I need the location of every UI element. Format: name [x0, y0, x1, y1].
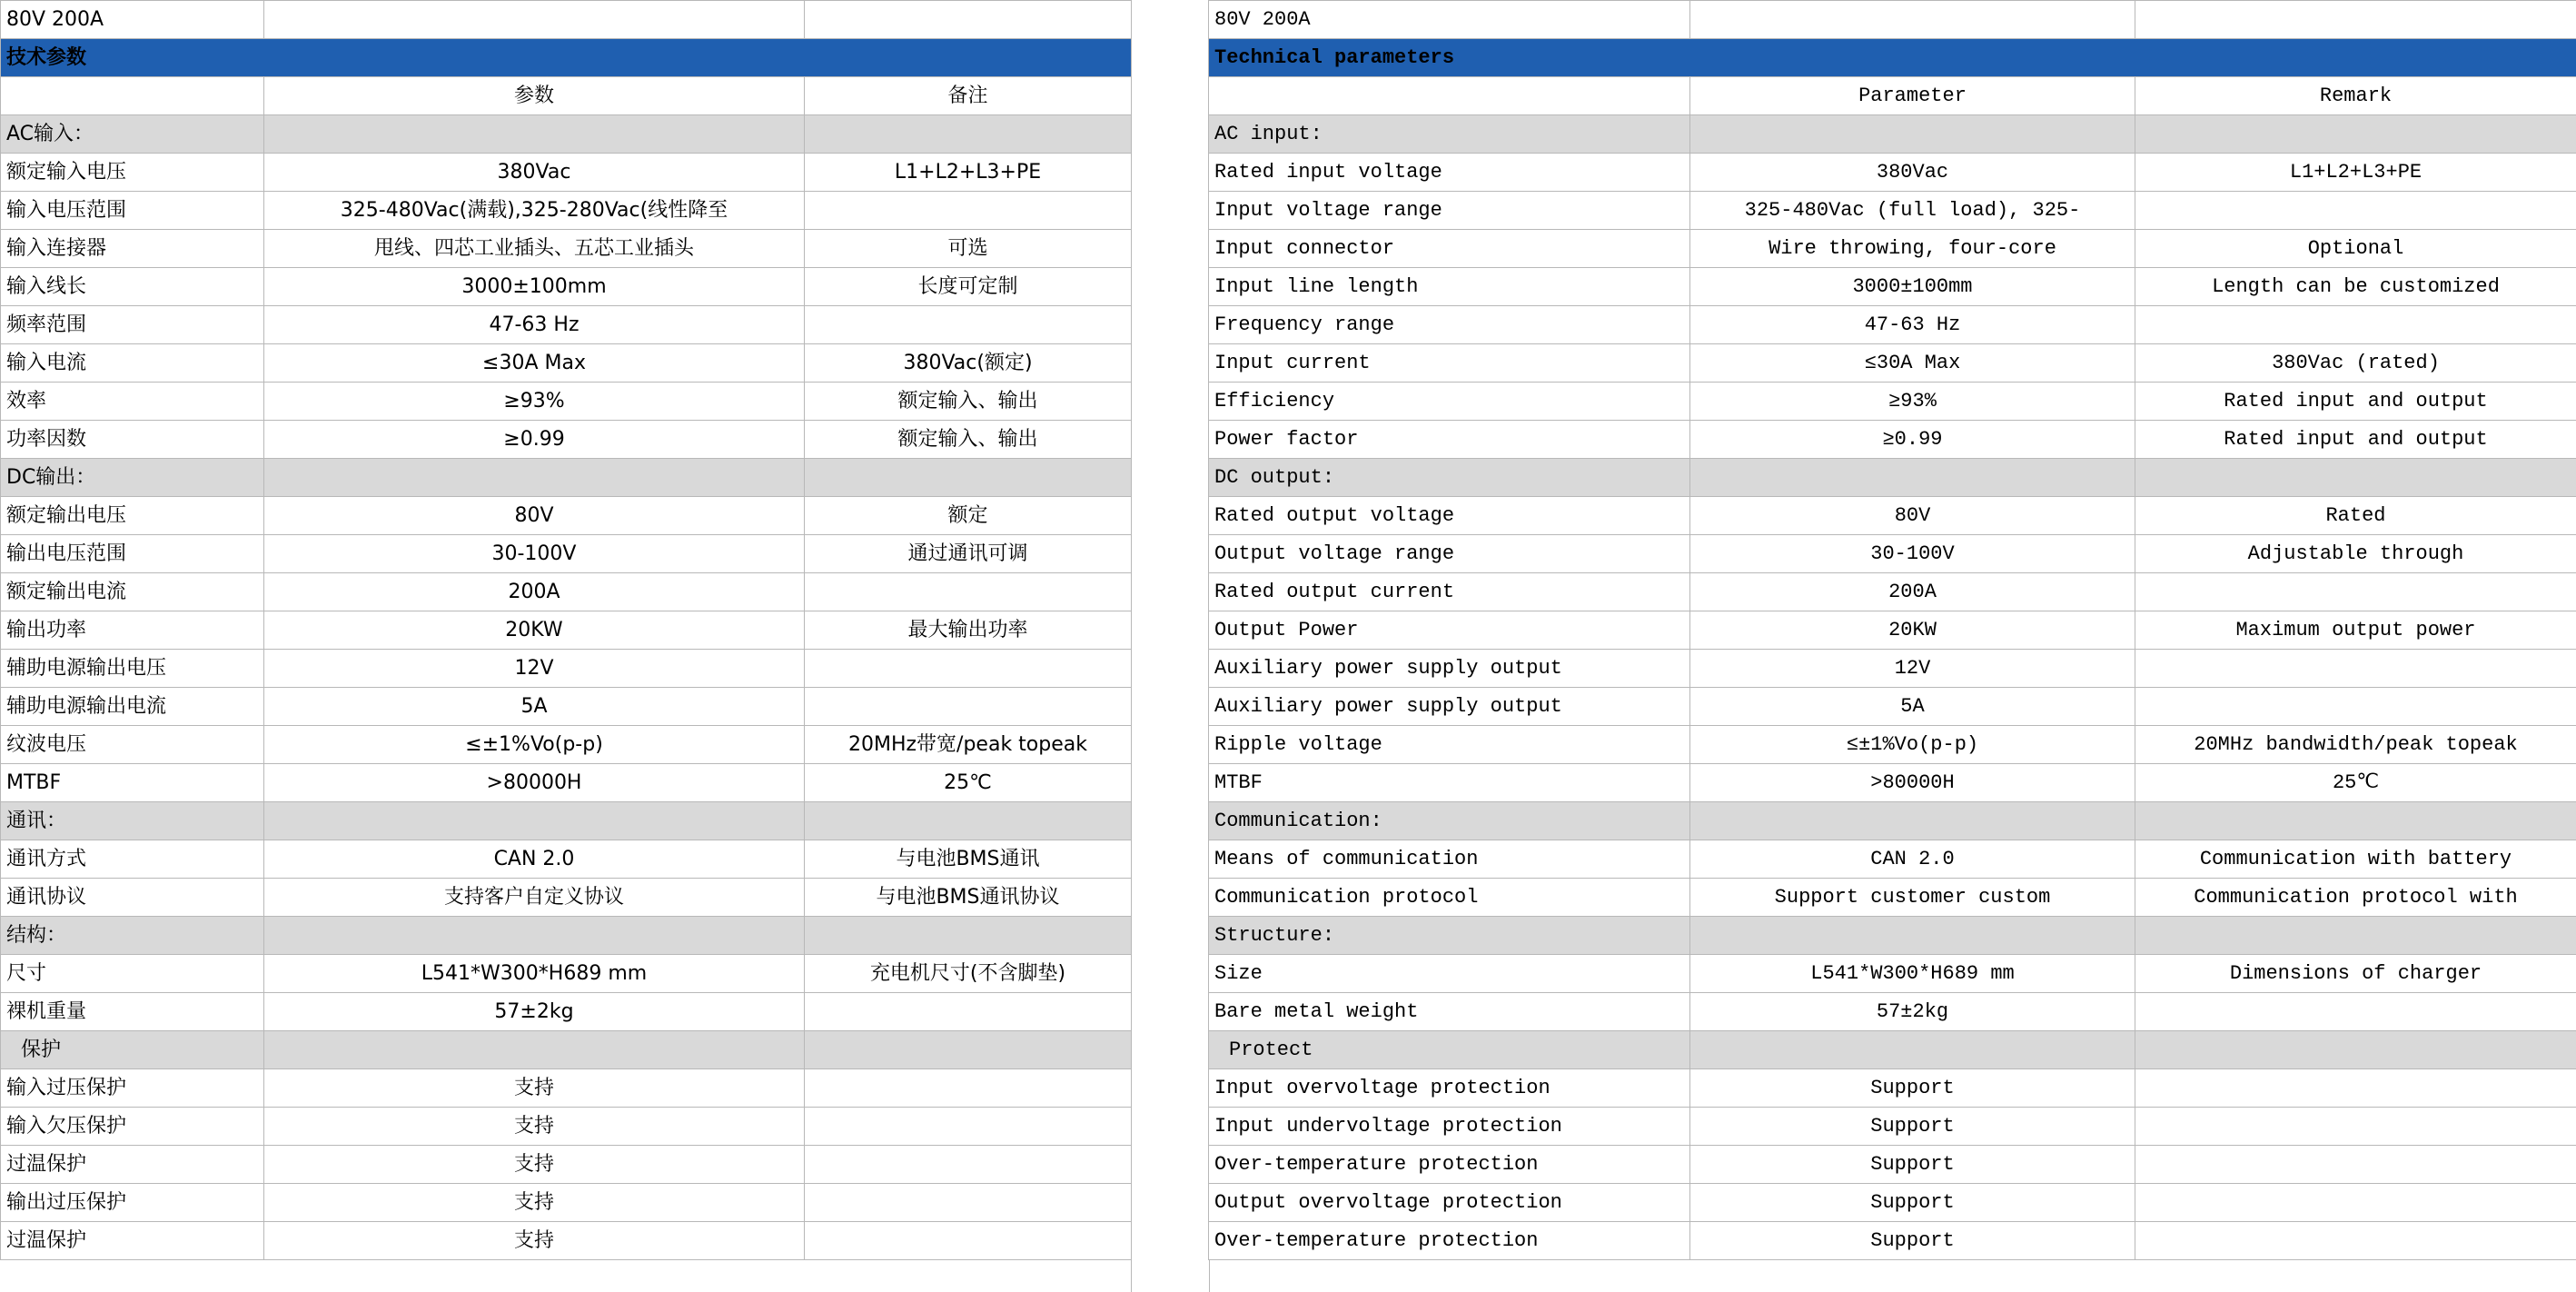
table-row: [1209, 879, 2576, 917]
row-value: Wire throwing, four-core: [1690, 230, 2135, 268]
table-row: [1209, 917, 2576, 955]
row-remark: Adjustable through: [2135, 535, 2576, 573]
row-value: 47-63 Hz: [1690, 306, 2135, 344]
row-label: Input undervoltage protection: [1209, 1108, 1690, 1146]
row-label: 结构：: [1, 917, 264, 955]
row-value: 325-480Vac (full load), 325-: [1690, 192, 2135, 230]
row-remark: 20MHz bandwidth/peak topeak: [2135, 726, 2576, 764]
english-table-body: [1209, 1, 2576, 1260]
row-label: Communication protocol: [1209, 879, 1690, 917]
table-row: [1, 115, 1132, 154]
english-spec-table: [1208, 0, 2576, 1260]
row-label: Size: [1209, 955, 1690, 993]
row-value: 380Vac: [1690, 154, 2135, 192]
english-spec-table-pane: [1208, 0, 2576, 1260]
row-value: 5A: [264, 688, 805, 726]
table-row: [1209, 726, 2576, 764]
table-row: [1209, 230, 2576, 268]
table-row: [1209, 497, 2576, 535]
table-row: [1209, 955, 2576, 993]
row-value: 甩线、四芯工业插头、五芯工业插头: [264, 230, 805, 268]
row-label: Input overvoltage protection: [1209, 1069, 1690, 1108]
row-value: [1690, 917, 2135, 955]
row-label: 频率范围: [1, 306, 264, 344]
table-row: [1, 344, 1132, 383]
row-label: Output overvoltage protection: [1209, 1184, 1690, 1222]
row-remark: 充电机尺寸(不含脚垫): [805, 955, 1132, 993]
table-row: [1, 383, 1132, 421]
title-filler-2-cn: [805, 1, 1132, 39]
row-remark: [805, 688, 1132, 726]
row-remark: 25℃: [805, 764, 1132, 802]
row-value: [1690, 802, 2135, 840]
row-value: 57±2kg: [264, 993, 805, 1031]
row-label: 通讯协议: [1, 879, 264, 917]
table-row: [1209, 459, 2576, 497]
row-label: Structure:: [1209, 917, 1690, 955]
row-remark: Communication with battery: [2135, 840, 2576, 879]
row-label: DC输出：: [1, 459, 264, 497]
row-value: 3000±100mm: [1690, 268, 2135, 306]
row-label: Over-temperature protection: [1209, 1146, 1690, 1184]
title-row-cn: [1, 1, 1132, 39]
table-row: [1, 840, 1132, 879]
row-value: L541*W300*H689 mm: [1690, 955, 2135, 993]
table-row: [1209, 1184, 2576, 1222]
row-remark: [805, 650, 1132, 688]
row-value: Support customer custom: [1690, 879, 2135, 917]
row-label: Ripple voltage: [1209, 726, 1690, 764]
row-remark: 额定输入、输出: [805, 383, 1132, 421]
row-remark: [805, 115, 1132, 154]
table-row: [1209, 535, 2576, 573]
row-value: ≥93%: [1690, 383, 2135, 421]
row-value: 5A: [1690, 688, 2135, 726]
row-remark: [805, 1108, 1132, 1146]
table-row: [1, 459, 1132, 497]
row-label: 输入线长: [1, 268, 264, 306]
row-value: 12V: [264, 650, 805, 688]
row-label: 输出电压范围: [1, 535, 264, 573]
row-label: 额定输出电压: [1, 497, 264, 535]
table-row: [1209, 1146, 2576, 1184]
row-remark: [2135, 802, 2576, 840]
row-value: >80000H: [264, 764, 805, 802]
row-label: Frequency range: [1209, 306, 1690, 344]
row-remark: [2135, 459, 2576, 497]
header-remark-en: Remark: [2135, 77, 2576, 115]
row-label: Bare metal weight: [1209, 993, 1690, 1031]
row-value: [264, 115, 805, 154]
row-value: 200A: [1690, 573, 2135, 611]
row-value: 20KW: [1690, 611, 2135, 650]
row-value: CAN 2.0: [264, 840, 805, 879]
row-label: 纹波电压: [1, 726, 264, 764]
row-value: 支持: [264, 1222, 805, 1260]
row-remark: 380Vac (rated): [2135, 344, 2576, 383]
table-row: [1209, 154, 2576, 192]
row-value: 支持: [264, 1108, 805, 1146]
chinese-spec-table: [0, 0, 1132, 1260]
table-row: [1209, 306, 2576, 344]
row-value: 3000±100mm: [264, 268, 805, 306]
row-remark: L1+L2+L3+PE: [805, 154, 1132, 192]
row-remark: 通过通讯可调: [805, 535, 1132, 573]
row-label: Over-temperature protection: [1209, 1222, 1690, 1260]
row-label: Input line length: [1209, 268, 1690, 306]
row-value: 57±2kg: [1690, 993, 2135, 1031]
row-label: 额定输出电流: [1, 573, 264, 611]
row-remark: 可选: [805, 230, 1132, 268]
row-remark: [2135, 1108, 2576, 1146]
row-value: ≤±1%Vo(p-p): [1690, 726, 2135, 764]
row-label: Rated output current: [1209, 573, 1690, 611]
row-remark: [805, 306, 1132, 344]
row-value: 30-100V: [264, 535, 805, 573]
row-remark: [2135, 1184, 2576, 1222]
row-label: Means of communication: [1209, 840, 1690, 879]
row-remark: 20MHz带宽/peak topeak: [805, 726, 1132, 764]
row-label: Power factor: [1209, 421, 1690, 459]
table-row: [1209, 268, 2576, 306]
row-remark: [2135, 1222, 2576, 1260]
row-remark: 额定输入、输出: [805, 421, 1132, 459]
table-row: [1, 192, 1132, 230]
table-row: [1, 230, 1132, 268]
table-row: [1, 1108, 1132, 1146]
row-remark: 380Vac(额定): [805, 344, 1132, 383]
row-remark: 最大输出功率: [805, 611, 1132, 650]
row-value: Support: [1690, 1146, 2135, 1184]
row-value: Support: [1690, 1184, 2135, 1222]
row-remark: [2135, 192, 2576, 230]
row-value: ≥93%: [264, 383, 805, 421]
row-label: 功率因数: [1, 421, 264, 459]
table-row: [1, 764, 1132, 802]
row-label: 裸机重量: [1, 993, 264, 1031]
table-row: [1, 154, 1132, 192]
row-label: Input voltage range: [1209, 192, 1690, 230]
title-filler-1-en: [1690, 1, 2135, 39]
table-row: [1, 688, 1132, 726]
row-label: Output voltage range: [1209, 535, 1690, 573]
table-row: [1, 917, 1132, 955]
row-label: 输入过压保护: [1, 1069, 264, 1108]
table-row: [1, 573, 1132, 611]
row-value: 80V: [264, 497, 805, 535]
row-value: ≥0.99: [264, 421, 805, 459]
row-label: 输出功率: [1, 611, 264, 650]
row-value: 20KW: [264, 611, 805, 650]
row-label: Efficiency: [1209, 383, 1690, 421]
header-row-en: [1209, 77, 2576, 115]
row-remark: [805, 459, 1132, 497]
row-label: MTBF: [1209, 764, 1690, 802]
table-row: [1209, 192, 2576, 230]
table-row: [1209, 573, 2576, 611]
table-row: [1209, 764, 2576, 802]
table-row: [1209, 344, 2576, 383]
row-remark: [805, 917, 1132, 955]
row-label: Auxiliary power supply output: [1209, 688, 1690, 726]
title-filler-1-cn: [264, 1, 805, 39]
row-remark: [805, 802, 1132, 840]
table-row: [1, 535, 1132, 573]
row-value: >80000H: [1690, 764, 2135, 802]
table-row: [1, 1146, 1132, 1184]
row-label: AC input:: [1209, 115, 1690, 154]
column-gap-top: [1131, 0, 1208, 40]
table-row: [1, 879, 1132, 917]
row-remark: Rated input and output: [2135, 421, 2576, 459]
row-value: Support: [1690, 1069, 2135, 1108]
row-value: 80V: [1690, 497, 2135, 535]
row-label: 辅助电源输出电流: [1, 688, 264, 726]
table-row: [1209, 993, 2576, 1031]
row-value: [1690, 1031, 2135, 1069]
row-label: 输出过压保护: [1, 1184, 264, 1222]
row-label: 输入电流: [1, 344, 264, 383]
row-label: AC输入：: [1, 115, 264, 154]
table-row: [1209, 115, 2576, 154]
row-label: 输入电压范围: [1, 192, 264, 230]
title-row-en: [1209, 1, 2576, 39]
table-row: [1, 306, 1132, 344]
row-value: 30-100V: [1690, 535, 2135, 573]
row-value: CAN 2.0: [1690, 840, 2135, 879]
table-row: [1, 802, 1132, 840]
row-remark: [805, 192, 1132, 230]
row-label: 尺寸: [1, 955, 264, 993]
banner-row-cn: [1, 39, 1132, 77]
table-row: [1, 497, 1132, 535]
row-label: Protect: [1209, 1031, 1690, 1069]
row-remark: [805, 573, 1132, 611]
table-row: [1209, 383, 2576, 421]
chinese-spec-table-pane: [0, 0, 1131, 1260]
row-remark: [2135, 1069, 2576, 1108]
column-gap: [1131, 0, 1210, 1292]
row-value: [264, 1031, 805, 1069]
row-label: 通讯方式: [1, 840, 264, 879]
row-label: Communication:: [1209, 802, 1690, 840]
row-remark: [2135, 115, 2576, 154]
row-value: 12V: [1690, 650, 2135, 688]
row-remark: 与电池BMS通讯: [805, 840, 1132, 879]
row-label: 额定输入电压: [1, 154, 264, 192]
row-remark: [2135, 650, 2576, 688]
row-value: ≤30A Max: [264, 344, 805, 383]
table-row: [1209, 688, 2576, 726]
table-row: [1, 1184, 1132, 1222]
row-remark: [2135, 1146, 2576, 1184]
table-row: [1, 955, 1132, 993]
row-label: 输入欠压保护: [1, 1108, 264, 1146]
chinese-table-body: [1, 1, 1132, 1260]
model-title-cn: 80V 200A: [1, 1, 264, 39]
row-remark: [805, 1146, 1132, 1184]
row-label: Rated input voltage: [1209, 154, 1690, 192]
row-value: 支持客户自定义协议: [264, 879, 805, 917]
table-row: [1209, 1069, 2576, 1108]
row-remark: 额定: [805, 497, 1132, 535]
row-value: Support: [1690, 1222, 2135, 1260]
row-value: 325-480Vac(满载),325-280Vac(线性降至: [264, 192, 805, 230]
row-value: ≤±1%Vo(p-p): [264, 726, 805, 764]
row-remark: L1+L2+L3+PE: [2135, 154, 2576, 192]
row-label: 效率: [1, 383, 264, 421]
row-value: 支持: [264, 1069, 805, 1108]
row-label: 过温保护: [1, 1222, 264, 1260]
row-remark: [805, 1031, 1132, 1069]
row-label: Rated output voltage: [1209, 497, 1690, 535]
row-label: DC output:: [1209, 459, 1690, 497]
row-remark: [2135, 306, 2576, 344]
row-remark: 与电池BMS通讯协议: [805, 879, 1132, 917]
row-value: 200A: [264, 573, 805, 611]
row-remark: Maximum output power: [2135, 611, 2576, 650]
table-row: [1209, 802, 2576, 840]
table-row: [1, 993, 1132, 1031]
row-remark: [2135, 573, 2576, 611]
row-label: Input current: [1209, 344, 1690, 383]
header-col0-cn: [1, 77, 264, 115]
row-remark: [805, 1184, 1132, 1222]
row-remark: 长度可定制: [805, 268, 1132, 306]
table-row: [1, 421, 1132, 459]
header-remark-cn: 备注: [805, 77, 1132, 115]
row-value: 47-63 Hz: [264, 306, 805, 344]
row-value: Support: [1690, 1108, 2135, 1146]
row-label: 通讯：: [1, 802, 264, 840]
row-remark: Length can be customized: [2135, 268, 2576, 306]
banner-row-en: [1209, 39, 2576, 77]
row-remark: [2135, 993, 2576, 1031]
row-remark: [805, 1222, 1132, 1260]
row-label: 保护: [1, 1031, 264, 1069]
row-value: 支持: [264, 1146, 805, 1184]
row-value: [264, 802, 805, 840]
row-label: 过温保护: [1, 1146, 264, 1184]
title-filler-2-en: [2135, 1, 2576, 39]
row-label: Output Power: [1209, 611, 1690, 650]
row-value: [264, 917, 805, 955]
row-value: 支持: [264, 1184, 805, 1222]
row-remark: [2135, 1031, 2576, 1069]
table-row: [1, 1222, 1132, 1260]
table-row: [1209, 650, 2576, 688]
row-value: L541*W300*H689 mm: [264, 955, 805, 993]
row-remark: Dimensions of charger: [2135, 955, 2576, 993]
row-label: 输入连接器: [1, 230, 264, 268]
row-remark: [2135, 917, 2576, 955]
row-remark: Rated: [2135, 497, 2576, 535]
row-label: 辅助电源输出电压: [1, 650, 264, 688]
row-label: MTBF: [1, 764, 264, 802]
table-row: [1209, 1222, 2576, 1260]
row-remark: Communication protocol with: [2135, 879, 2576, 917]
table-row: [1, 1069, 1132, 1108]
table-row: [1, 650, 1132, 688]
row-remark: [2135, 688, 2576, 726]
table-row: [1209, 1031, 2576, 1069]
header-row-cn: [1, 77, 1132, 115]
row-value: ≤30A Max: [1690, 344, 2135, 383]
row-remark: [805, 1069, 1132, 1108]
header-parameter-cn: 参数: [264, 77, 805, 115]
row-label: Auxiliary power supply output: [1209, 650, 1690, 688]
table-row: [1, 726, 1132, 764]
row-value: ≥0.99: [1690, 421, 2135, 459]
banner-label-en: Technical parameters: [1209, 39, 2576, 77]
table-row: [1209, 1108, 2576, 1146]
table-row: [1209, 421, 2576, 459]
row-value: [1690, 115, 2135, 154]
banner-label-cn: 技术参数: [1, 39, 1132, 77]
row-remark: Rated input and output: [2135, 383, 2576, 421]
header-col0-en: [1209, 77, 1690, 115]
model-title-en: 80V 200A: [1209, 1, 1690, 39]
row-value: 380Vac: [264, 154, 805, 192]
row-label: Input connector: [1209, 230, 1690, 268]
table-row: [1, 1031, 1132, 1069]
row-value: [1690, 459, 2135, 497]
row-remark: [805, 993, 1132, 1031]
row-remark: Optional: [2135, 230, 2576, 268]
table-row: [1209, 611, 2576, 650]
header-parameter-en: Parameter: [1690, 77, 2135, 115]
table-row: [1209, 840, 2576, 879]
table-row: [1, 268, 1132, 306]
table-row: [1, 611, 1132, 650]
row-remark: 25℃: [2135, 764, 2576, 802]
row-value: [264, 459, 805, 497]
